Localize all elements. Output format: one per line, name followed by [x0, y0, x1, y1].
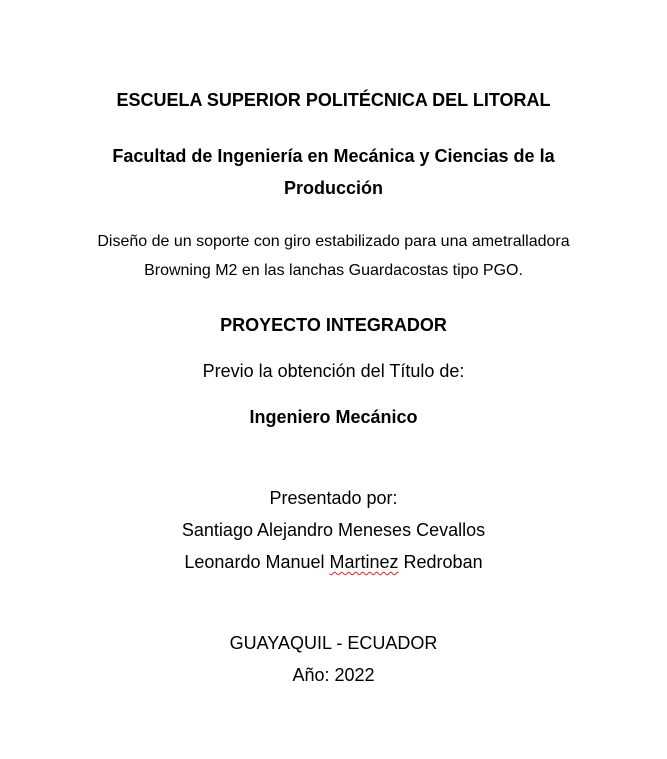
author-name-2-last-part: Redroban [398, 552, 483, 572]
year-text: Año: 2022 [292, 665, 375, 685]
faculty-title-line-2: Producción [283, 178, 383, 198]
institution-title: ESCUELA SUPERIOR POLITÉCNICA DEL LITORAL [116, 90, 551, 110]
author-name-2 [0, 553, 667, 571]
degree-intro-text: Previo la obtención del Título de: [202, 361, 465, 381]
thesis-title-line-1: Diseño de un soporte con giro estabilizado para una ametralladora [97, 233, 570, 250]
author-name-1: Santiago Alejandro Meneses Cevallos [181, 520, 486, 540]
spellcheck-flagged-word[interactable]: Martinez [329, 552, 399, 572]
faculty-title-line-1: Facultad de Ingeniería en Mecánica y Ciencias de la [112, 146, 555, 166]
author-name-2-first-part: Leonardo Manuel [184, 552, 330, 572]
city-country-text: GUAYAQUIL - ECUADOR [229, 633, 438, 653]
degree-title: Ingeniero Mecánico [249, 407, 418, 427]
project-type-heading: PROYECTO INTEGRADOR [220, 315, 447, 335]
thesis-title-line-2: Browning M2 en las lanchas Guardacostas tipo PGO. [144, 262, 523, 279]
presented-by-label: Presentado por: [269, 488, 398, 508]
